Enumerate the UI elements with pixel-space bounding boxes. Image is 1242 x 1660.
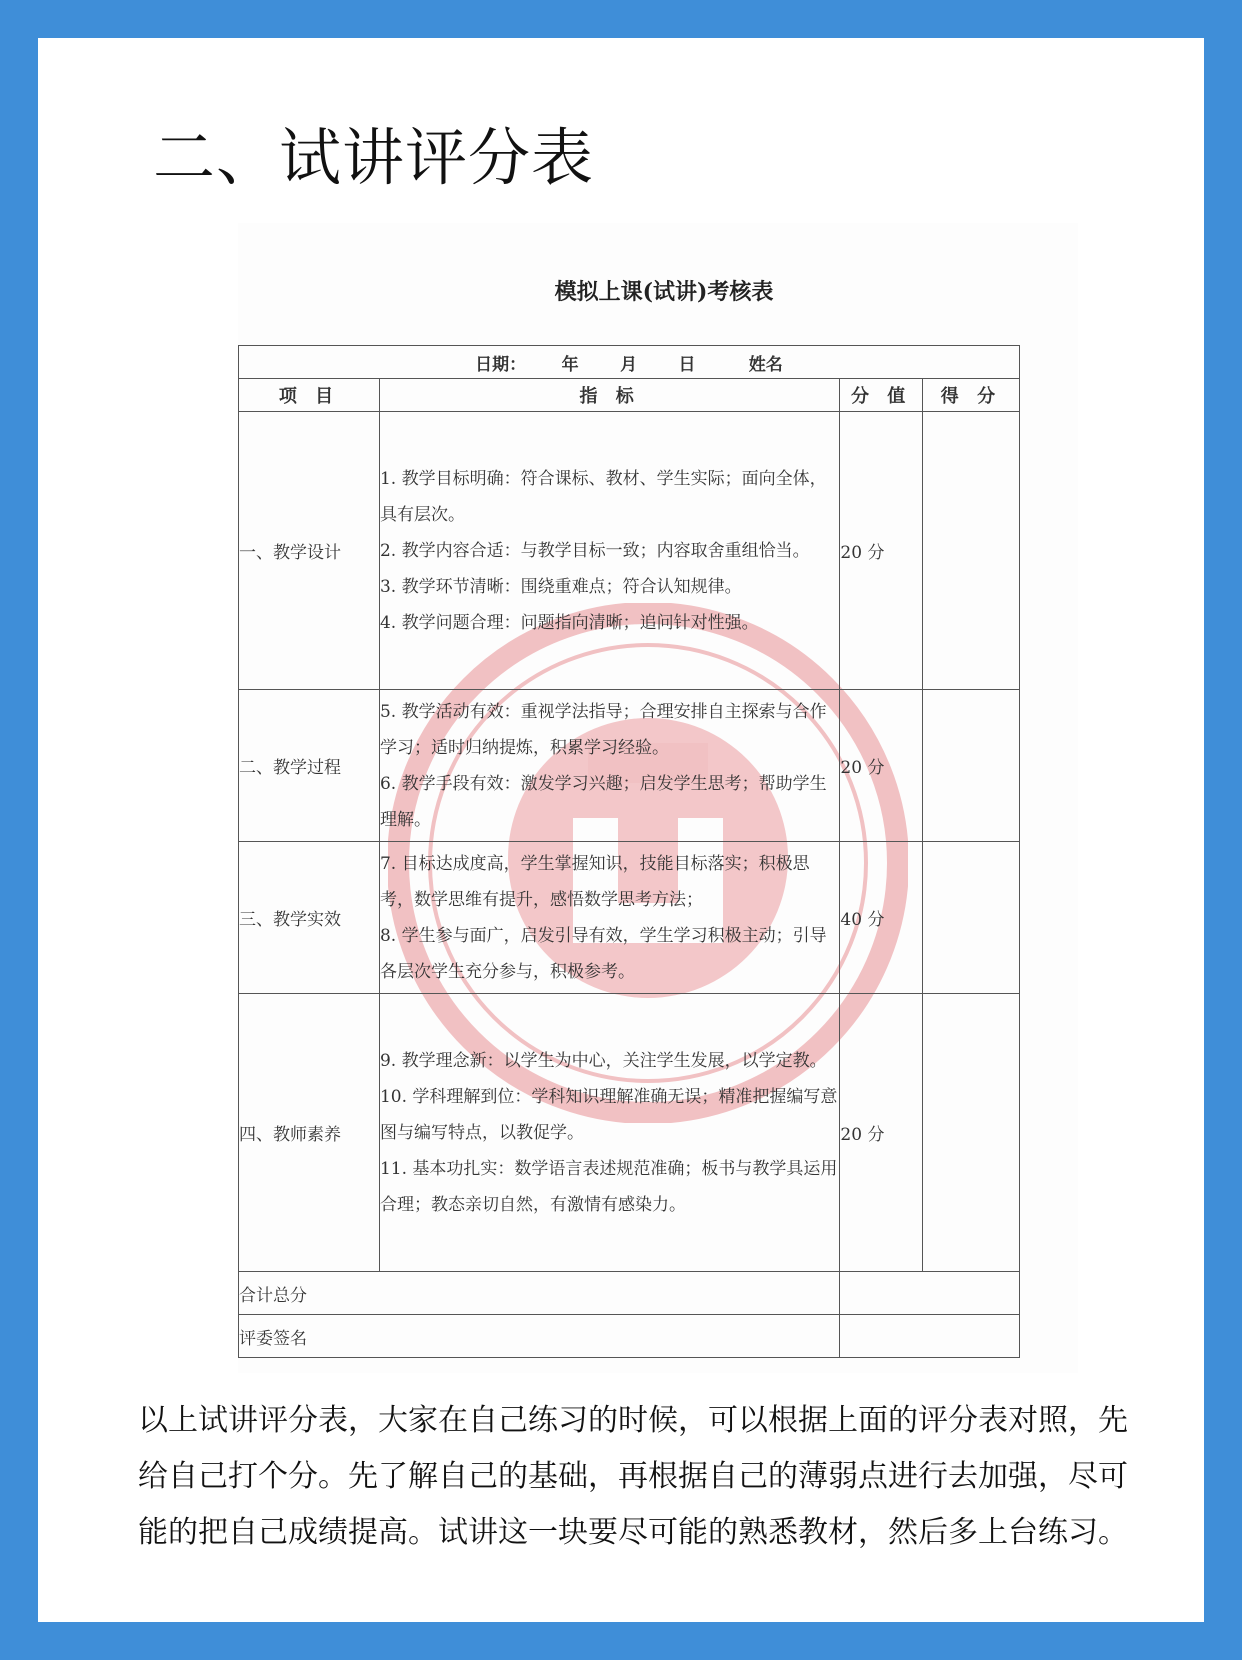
table-row: [239, 690, 1020, 842]
total-row: [239, 1272, 1020, 1315]
table-row: [239, 994, 1020, 1272]
category-cell: 四、教师素养: [239, 994, 380, 1272]
score-value-cell: 40 分: [840, 842, 922, 994]
score-got-cell: [922, 842, 1019, 994]
score-value-cell: 20 分: [840, 994, 922, 1272]
table-header-row: [239, 379, 1020, 412]
header-score-value: 分 值: [840, 379, 922, 412]
score-value-cell: 20 分: [840, 690, 922, 842]
indicator-item: 4. 教学问题合理：问题指向清晰；追问针对性强。: [379, 612, 759, 633]
indicator-item: 11. 基本功扎实：数学语言表述规范准确；板书与教学具运用合理；教态亲切自然，有激情有感染力。: [379, 1158, 838, 1215]
date-name-field: 日期： 年 月 日 姓名: [239, 346, 1020, 379]
page-heading: 二、试讲评分表: [153, 121, 595, 194]
form-title: 模拟上课(试讲)考核表: [554, 279, 774, 305]
indicator-cell: [379, 412, 839, 690]
table-row: [239, 412, 1020, 690]
indicator-item: 8. 学生参与面广，启发引导有效，学生学习积极主动；引导各层次学生充分参与，积极参考。: [379, 925, 827, 982]
header-score-got: 得 分: [922, 379, 1019, 412]
signature-value-cell: [840, 1315, 1020, 1358]
indicator-item: 1. 教学目标明确：符合课标、教材、学生实际；面向全体，具有层次。: [379, 468, 827, 525]
date-row: [239, 346, 1020, 379]
table-row: [239, 842, 1020, 994]
indicator-item: 10. 学科理解到位：学科知识理解准确无误；精准把握编写意图与编写特点，以教促学。: [379, 1086, 838, 1143]
category-cell: 一、教学设计: [239, 412, 380, 690]
explanation-paragraph: 以上试讲评分表，大家在自己练习的时候，可以根据上面的评分表对照，先给自己打个分。先了解自己的基础，再根据自己的薄弱点进行去加强，尽可能的把自己成绩提高。试讲这一块要尽可能的熟悉教材，然后多上台练习。: [138, 1403, 1128, 1550]
indicator-item: 2. 教学内容合适：与教学目标一致；内容取舍重组恰当。: [379, 540, 810, 561]
category-cell: 二、教学过程: [239, 690, 380, 842]
header-indicator: 指 标: [379, 379, 839, 412]
scanned-form-image: [238, 223, 1078, 1373]
content-card: [38, 38, 1204, 1622]
indicator-item: 5. 教学活动有效：重视学法指导；合理安排自主探索与合作学习；适时归纳提炼，积累学习经验。: [379, 701, 827, 758]
header-item: 项 目: [239, 379, 380, 412]
score-got-cell: [922, 690, 1019, 842]
indicator-item: 3. 教学环节清晰：围绕重难点；符合认知规律。: [379, 576, 742, 597]
score-value-cell: 20 分: [840, 412, 922, 690]
signature-label: 评委签名: [239, 1315, 840, 1358]
indicator-cell: [379, 690, 839, 842]
indicator-item: 7. 目标达成度高，学生掌握知识，技能目标落实；积极思考，数学思维有提升，感悟数学思考方法；: [379, 853, 810, 910]
assessment-table: [238, 345, 1020, 1358]
indicator-item: 6. 教学手段有效：激发学习兴趣；启发学生思考；帮助学生理解。: [379, 773, 827, 830]
total-label: 合计总分: [239, 1272, 840, 1315]
total-value-cell: [840, 1272, 1020, 1315]
score-got-cell: [922, 994, 1019, 1272]
score-got-cell: [922, 412, 1019, 690]
category-cell: 三、教学实效: [239, 842, 380, 994]
indicator-cell: [379, 994, 839, 1272]
signature-row: [239, 1315, 1020, 1358]
indicator-cell: [379, 842, 839, 994]
indicator-item: 9. 教学理念新：以学生为中心，关注学生发展，以学定教。: [379, 1050, 827, 1071]
